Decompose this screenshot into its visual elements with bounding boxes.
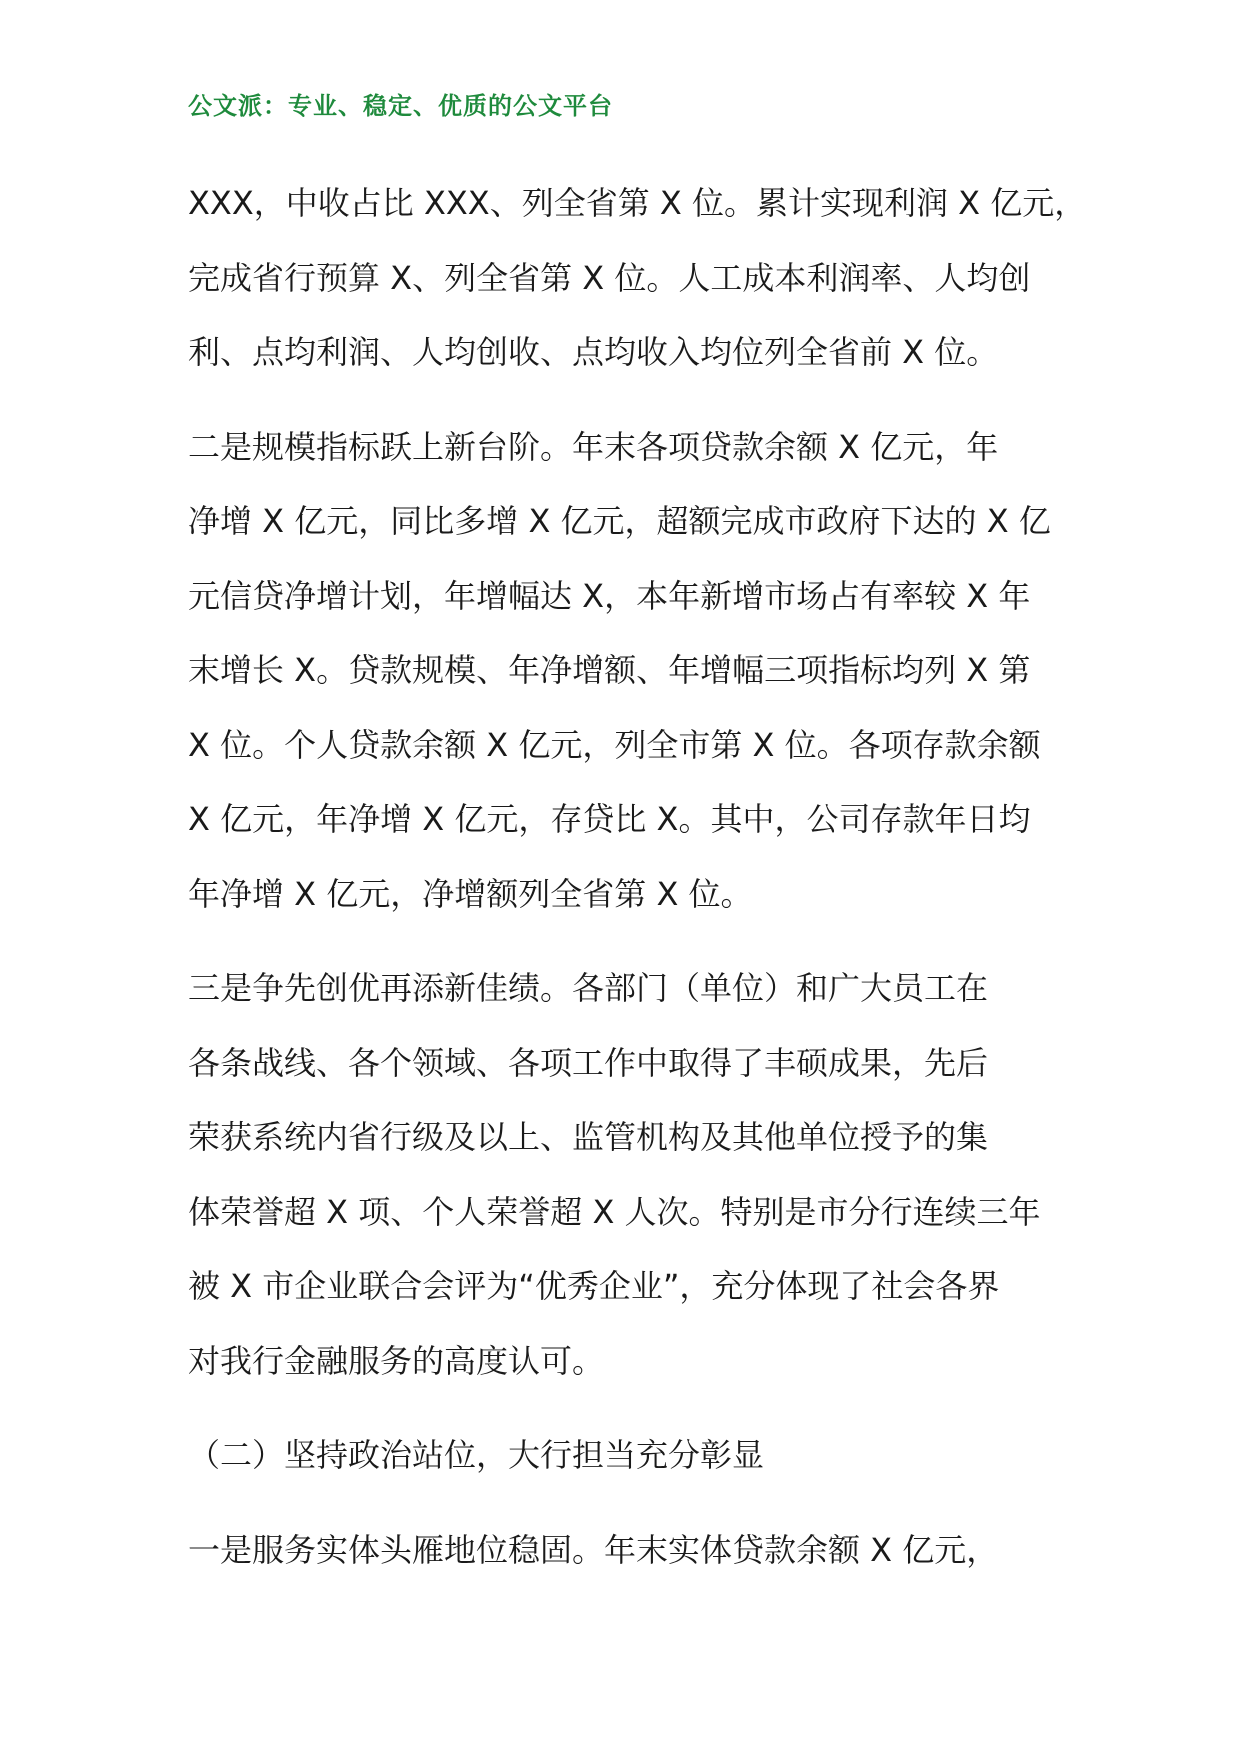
header-title: 公文派：专业、稳定、优质的公文平台: [188, 92, 613, 120]
text-line: X 亿元，年净增 X 亿元，存贷比 X。其中，公司存款年日均: [188, 800, 1031, 838]
text-line: 末增长 X。贷款规模、年净增额、年增幅三项指标均列 X 第: [188, 651, 1031, 689]
section-heading: [188, 1418, 1088, 1493]
text-line: 利、点均利润、人均创收、点均收入均位列全省前 X 位。: [188, 333, 999, 371]
document-body: [188, 166, 1088, 1587]
text-line: 一是服务实体头雁地位稳固。年末实体贷款余额 X 亿元，: [188, 1530, 999, 1569]
text-line: 被 X 市企业联合会评为“优秀企业”，充分体现了社会各界: [188, 1267, 1000, 1305]
text-line: 体荣誉超 X 项、个人荣誉超 X 人次。特别是市分行连续三年: [188, 1192, 1041, 1231]
text-line: XXX，中收占比 XXX、列全省第 X 位。累计实现利润 X 亿元，: [188, 184, 1087, 222]
text-line: 二是规模指标跃上新台阶。年末各项贷款余额 X 亿元，年: [188, 427, 999, 466]
text-line: X 位。个人贷款余额 X 亿元，列全市第 X 位。各项存款余额: [188, 725, 1041, 764]
text-line: 三是争先创优再添新佳绩。各部门（单位）和广大员工在: [188, 969, 989, 1007]
text-line: 荣获系统内省行级及以上、监管机构及其他单位授予的集: [188, 1118, 989, 1156]
text-line: 净增 X 亿元，同比多增 X 亿元，超额完成市政府下达的 X 亿: [188, 502, 1051, 540]
text-line: 年净增 X 亿元，净增额列全省第 X 位。: [188, 874, 753, 913]
paragraph-1: [188, 166, 1088, 390]
text-line: 各条战线、各个领域、各项工作中取得了丰硕成果，先后: [188, 1043, 989, 1082]
text-line: 完成省行预算 X、列全省第 X 位。人工成本利润率、人均创: [188, 258, 1031, 297]
text-line: 元信贷净增计划，年增幅达 X，本年新增市场占有率较 X 年: [188, 576, 1031, 615]
heading-line: （二）坚持政治站位，大行担当充分彰显: [188, 1436, 765, 1474]
paragraph-2: [188, 410, 1088, 932]
paragraph-4: [188, 1513, 1088, 1588]
paragraph-3: [188, 951, 1088, 1398]
text-line: 对我行金融服务的高度认可。: [188, 1341, 605, 1380]
